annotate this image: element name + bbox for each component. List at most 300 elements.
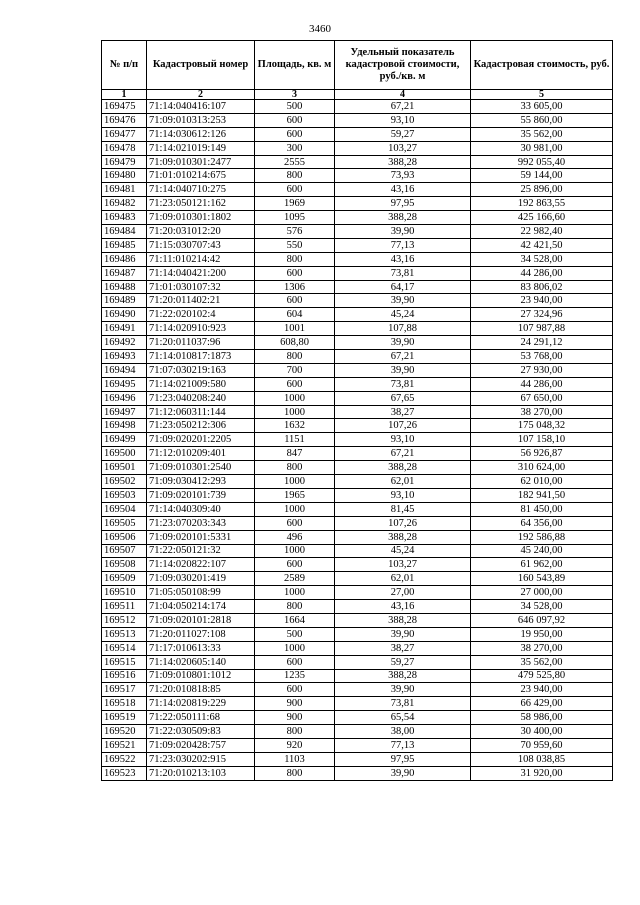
cadastral-cost: 38 270,00 (471, 641, 613, 655)
area-value: 600 (255, 266, 335, 280)
area-value: 847 (255, 447, 335, 461)
area-value: 1103 (255, 752, 335, 766)
cadastral-number: 71:09:030412:293 (147, 475, 255, 489)
area-value: 1306 (255, 280, 335, 294)
row-index: 169494 (102, 363, 147, 377)
unit-value: 39,90 (335, 766, 471, 780)
cadastral-number: 71:09:020101:739 (147, 488, 255, 502)
area-value: 1151 (255, 433, 335, 447)
table-column-numbers-row (102, 90, 613, 100)
row-index: 169514 (102, 641, 147, 655)
unit-value: 64,17 (335, 280, 471, 294)
row-index: 169493 (102, 350, 147, 364)
area-value: 900 (255, 711, 335, 725)
area-value: 1000 (255, 391, 335, 405)
row-index: 169480 (102, 169, 147, 183)
table-row (102, 725, 613, 739)
area-value: 1000 (255, 544, 335, 558)
area-value: 600 (255, 127, 335, 141)
row-index: 169498 (102, 419, 147, 433)
cadastral-cost: 108 038,85 (471, 752, 613, 766)
table-body (102, 100, 613, 781)
area-value: 1000 (255, 475, 335, 489)
table-row (102, 544, 613, 558)
row-index: 169512 (102, 613, 147, 627)
row-index: 169521 (102, 738, 147, 752)
table-row (102, 433, 613, 447)
header-cadastral-cost: Кадастровая стоимость, руб. (471, 41, 613, 90)
row-index: 169500 (102, 447, 147, 461)
area-value: 600 (255, 183, 335, 197)
cadastral-cost: 56 926,87 (471, 447, 613, 461)
column-number: 1 (102, 90, 147, 100)
cadastral-number: 71:09:010801:1012 (147, 669, 255, 683)
table-row (102, 183, 613, 197)
cadastral-cost: 107 987,88 (471, 322, 613, 336)
cadastral-number: 71:09:020428:757 (147, 738, 255, 752)
row-index: 169483 (102, 211, 147, 225)
unit-value: 67,65 (335, 391, 471, 405)
cadastral-cost: 58 986,00 (471, 711, 613, 725)
table-row (102, 669, 613, 683)
cadastral-number: 71:09:020201:2205 (147, 433, 255, 447)
table-row (102, 127, 613, 141)
table-row (102, 238, 613, 252)
table-row (102, 641, 613, 655)
unit-value: 43,16 (335, 600, 471, 614)
cadastral-number: 71:04:050214:174 (147, 600, 255, 614)
cadastral-number: 71:23:070203:343 (147, 516, 255, 530)
row-index: 169510 (102, 586, 147, 600)
table-row (102, 683, 613, 697)
cadastral-number: 71:23:050121:162 (147, 197, 255, 211)
row-index: 169486 (102, 252, 147, 266)
row-index: 169495 (102, 377, 147, 391)
table-row (102, 363, 613, 377)
unit-value: 73,81 (335, 266, 471, 280)
unit-value: 39,90 (335, 294, 471, 308)
area-value: 608,80 (255, 336, 335, 350)
cadastral-cost: 83 806,02 (471, 280, 613, 294)
table-row (102, 100, 613, 114)
table-row (102, 488, 613, 502)
table-row (102, 419, 613, 433)
row-index: 169497 (102, 405, 147, 419)
table-row (102, 752, 613, 766)
cadastral-cost: 55 860,00 (471, 113, 613, 127)
unit-value: 39,90 (335, 336, 471, 350)
cadastral-number: 71:14:021009:580 (147, 377, 255, 391)
table-row (102, 405, 613, 419)
cadastral-number: 71:11:010214:42 (147, 252, 255, 266)
unit-value: 38,27 (335, 641, 471, 655)
area-value: 1632 (255, 419, 335, 433)
unit-value: 67,21 (335, 100, 471, 114)
cadastral-number: 71:14:030612:126 (147, 127, 255, 141)
table-row (102, 530, 613, 544)
cadastral-number: 71:01:030107:32 (147, 280, 255, 294)
area-value: 700 (255, 363, 335, 377)
area-value: 600 (255, 516, 335, 530)
row-index: 169523 (102, 766, 147, 780)
header-area: Площадь, кв. м (255, 41, 335, 90)
unit-value: 65,54 (335, 711, 471, 725)
unit-value: 62,01 (335, 475, 471, 489)
cadastral-cost: 35 562,00 (471, 127, 613, 141)
row-index: 169519 (102, 711, 147, 725)
cadastral-cost: 30 981,00 (471, 141, 613, 155)
table-row (102, 586, 613, 600)
table-row (102, 266, 613, 280)
row-index: 169475 (102, 100, 147, 114)
column-number: 2 (147, 90, 255, 100)
row-index: 169476 (102, 113, 147, 127)
row-index: 169503 (102, 488, 147, 502)
cadastral-cost: 62 010,00 (471, 475, 613, 489)
cadastral-number: 71:22:020102:4 (147, 308, 255, 322)
cadastral-number: 71:22:030509:83 (147, 725, 255, 739)
cadastral-cost: 61 962,00 (471, 558, 613, 572)
row-index: 169520 (102, 725, 147, 739)
cadastral-cost: 59 144,00 (471, 169, 613, 183)
row-index: 169522 (102, 752, 147, 766)
row-index: 169507 (102, 544, 147, 558)
row-index: 169479 (102, 155, 147, 169)
area-value: 600 (255, 683, 335, 697)
table-row (102, 197, 613, 211)
row-index: 169501 (102, 461, 147, 475)
table-row (102, 252, 613, 266)
table-row (102, 738, 613, 752)
column-number: 5 (471, 90, 613, 100)
row-index: 169504 (102, 502, 147, 516)
cadastral-number: 71:22:050121:32 (147, 544, 255, 558)
unit-value: 38,00 (335, 725, 471, 739)
cadastral-cost: 175 048,32 (471, 419, 613, 433)
cadastral-number: 71:09:010301:2477 (147, 155, 255, 169)
cadastral-cost: 192 863,55 (471, 197, 613, 211)
row-index: 169491 (102, 322, 147, 336)
cadastral-cost: 35 562,00 (471, 655, 613, 669)
column-number: 3 (255, 90, 335, 100)
unit-value: 97,95 (335, 197, 471, 211)
cadastral-cost: 160 543,89 (471, 572, 613, 586)
cadastral-number: 71:09:020101:5331 (147, 530, 255, 544)
cadastral-number: 71:14:020910:923 (147, 322, 255, 336)
cadastral-cost: 310 624,00 (471, 461, 613, 475)
cadastral-cost: 33 605,00 (471, 100, 613, 114)
unit-value: 388,28 (335, 155, 471, 169)
cadastral-number: 71:15:030707:43 (147, 238, 255, 252)
cadastral-number: 71:23:030202:915 (147, 752, 255, 766)
cadastral-number: 71:09:010301:2540 (147, 461, 255, 475)
cadastral-cost: 66 429,00 (471, 697, 613, 711)
table-row (102, 572, 613, 586)
row-index: 169502 (102, 475, 147, 489)
cadastral-cost: 70 959,60 (471, 738, 613, 752)
table-row (102, 711, 613, 725)
area-value: 600 (255, 655, 335, 669)
row-index: 169513 (102, 627, 147, 641)
cadastral-cost: 19 950,00 (471, 627, 613, 641)
cadastral-number: 71:14:020822:107 (147, 558, 255, 572)
unit-value: 103,27 (335, 558, 471, 572)
unit-value: 73,93 (335, 169, 471, 183)
cadastral-cost: 44 286,00 (471, 266, 613, 280)
table-row (102, 308, 613, 322)
row-index: 169489 (102, 294, 147, 308)
cadastral-cost: 23 940,00 (471, 294, 613, 308)
row-index: 169488 (102, 280, 147, 294)
cadastral-number: 71:09:020101:2818 (147, 613, 255, 627)
unit-value: 62,01 (335, 572, 471, 586)
unit-value: 93,10 (335, 433, 471, 447)
area-value: 550 (255, 238, 335, 252)
table-row (102, 600, 613, 614)
unit-value: 107,26 (335, 516, 471, 530)
table-row (102, 211, 613, 225)
unit-value: 388,28 (335, 613, 471, 627)
cadastral-number: 71:22:050111:68 (147, 711, 255, 725)
table-row (102, 461, 613, 475)
cadastral-cost: 38 270,00 (471, 405, 613, 419)
row-index: 169515 (102, 655, 147, 669)
cadastral-number: 71:12:010209:401 (147, 447, 255, 461)
row-index: 169518 (102, 697, 147, 711)
cadastral-number: 71:14:040416:107 (147, 100, 255, 114)
table-row (102, 697, 613, 711)
area-value: 500 (255, 100, 335, 114)
area-value: 1235 (255, 669, 335, 683)
unit-value: 107,88 (335, 322, 471, 336)
area-value: 800 (255, 725, 335, 739)
cadastral-cost: 34 528,00 (471, 600, 613, 614)
table-row (102, 322, 613, 336)
row-index: 169506 (102, 530, 147, 544)
unit-value: 45,24 (335, 544, 471, 558)
area-value: 1969 (255, 197, 335, 211)
table-header-row (102, 41, 613, 90)
unit-value: 388,28 (335, 211, 471, 225)
unit-value: 388,28 (335, 461, 471, 475)
unit-value: 73,81 (335, 697, 471, 711)
area-value: 1095 (255, 211, 335, 225)
area-value: 500 (255, 627, 335, 641)
unit-value: 59,27 (335, 127, 471, 141)
unit-value: 73,81 (335, 377, 471, 391)
unit-value: 45,24 (335, 308, 471, 322)
table-row (102, 225, 613, 239)
header-cadastral-number: Кадастровый номер (147, 41, 255, 90)
area-value: 496 (255, 530, 335, 544)
row-index: 169490 (102, 308, 147, 322)
cadastral-cost: 27 930,00 (471, 363, 613, 377)
table-row (102, 475, 613, 489)
table-row (102, 350, 613, 364)
cadastral-number: 71:14:040309:40 (147, 502, 255, 516)
table-row (102, 155, 613, 169)
cadastral-number: 71:14:020819:229 (147, 697, 255, 711)
cadastral-number: 71:09:030201:419 (147, 572, 255, 586)
row-index: 169508 (102, 558, 147, 572)
cadastral-cost: 182 941,50 (471, 488, 613, 502)
cadastral-number: 71:20:011402:21 (147, 294, 255, 308)
area-value: 800 (255, 766, 335, 780)
table-row (102, 169, 613, 183)
header-unit-value: Удельный показатель кадастровой стоимости, руб./кв. м (335, 41, 471, 90)
cadastral-cost: 192 586,88 (471, 530, 613, 544)
area-value: 604 (255, 308, 335, 322)
cadastral-number: 71:01:010214:675 (147, 169, 255, 183)
row-index: 169509 (102, 572, 147, 586)
area-value: 2555 (255, 155, 335, 169)
row-index: 169505 (102, 516, 147, 530)
cadastral-number: 71:17:010613:33 (147, 641, 255, 655)
cadastral-cost: 992 055,40 (471, 155, 613, 169)
cadastral-number: 71:20:011027:108 (147, 627, 255, 641)
area-value: 800 (255, 252, 335, 266)
cadastral-cost: 23 940,00 (471, 683, 613, 697)
cadastral-number: 71:23:040208:240 (147, 391, 255, 405)
unit-value: 77,13 (335, 238, 471, 252)
table-row (102, 613, 613, 627)
table-row (102, 113, 613, 127)
unit-value: 39,90 (335, 683, 471, 697)
row-index: 169482 (102, 197, 147, 211)
row-index: 169499 (102, 433, 147, 447)
cadastral-cost: 24 291,12 (471, 336, 613, 350)
area-value: 1000 (255, 641, 335, 655)
cadastral-number: 71:14:020605:140 (147, 655, 255, 669)
cadastral-cost: 107 158,10 (471, 433, 613, 447)
area-value: 1000 (255, 405, 335, 419)
unit-value: 27,00 (335, 586, 471, 600)
table-row (102, 447, 613, 461)
area-value: 800 (255, 350, 335, 364)
row-index: 169516 (102, 669, 147, 683)
row-index: 169477 (102, 127, 147, 141)
cadastral-value-table (101, 40, 613, 781)
header-index: № п/п (102, 41, 147, 90)
table-row (102, 558, 613, 572)
cadastral-number: 71:09:010313:253 (147, 113, 255, 127)
row-index: 169484 (102, 225, 147, 239)
table-row (102, 141, 613, 155)
cadastral-number: 71:14:040421:200 (147, 266, 255, 280)
row-index: 169517 (102, 683, 147, 697)
table-row (102, 502, 613, 516)
cadastral-cost: 30 400,00 (471, 725, 613, 739)
cadastral-cost: 25 896,00 (471, 183, 613, 197)
unit-value: 59,27 (335, 655, 471, 669)
row-index: 169487 (102, 266, 147, 280)
area-value: 1001 (255, 322, 335, 336)
unit-value: 39,90 (335, 627, 471, 641)
cadastral-cost: 42 421,50 (471, 238, 613, 252)
cadastral-number: 71:20:031012:20 (147, 225, 255, 239)
row-index: 169485 (102, 238, 147, 252)
unit-value: 107,26 (335, 419, 471, 433)
cadastral-number: 71:20:011037:96 (147, 336, 255, 350)
cadastral-cost: 27 000,00 (471, 586, 613, 600)
area-value: 600 (255, 558, 335, 572)
table-row (102, 377, 613, 391)
cadastral-cost: 81 450,00 (471, 502, 613, 516)
cadastral-cost: 67 650,00 (471, 391, 613, 405)
area-value: 2589 (255, 572, 335, 586)
cadastral-number: 71:23:050212:306 (147, 419, 255, 433)
row-index: 169478 (102, 141, 147, 155)
cadastral-number: 71:14:040710:275 (147, 183, 255, 197)
unit-value: 67,21 (335, 350, 471, 364)
area-value: 920 (255, 738, 335, 752)
cadastral-cost: 646 097,92 (471, 613, 613, 627)
area-value: 600 (255, 113, 335, 127)
cadastral-number: 71:07:030219:163 (147, 363, 255, 377)
cadastral-number: 71:05:050108:99 (147, 586, 255, 600)
unit-value: 43,16 (335, 183, 471, 197)
cadastral-number: 71:09:010301:1802 (147, 211, 255, 225)
unit-value: 388,28 (335, 530, 471, 544)
area-value: 800 (255, 600, 335, 614)
row-index: 169492 (102, 336, 147, 350)
cadastral-cost: 44 286,00 (471, 377, 613, 391)
area-value: 1000 (255, 502, 335, 516)
cadastral-cost: 34 528,00 (471, 252, 613, 266)
unit-value: 81,45 (335, 502, 471, 516)
cadastral-cost: 425 166,60 (471, 211, 613, 225)
cadastral-number: 71:14:010817:1873 (147, 350, 255, 364)
area-value: 800 (255, 169, 335, 183)
cadastral-number: 71:12:060311:144 (147, 405, 255, 419)
area-value: 600 (255, 377, 335, 391)
cadastral-cost: 27 324,96 (471, 308, 613, 322)
table-row (102, 516, 613, 530)
unit-value: 103,27 (335, 141, 471, 155)
cadastral-number: 71:20:010818:85 (147, 683, 255, 697)
table-row (102, 336, 613, 350)
area-value: 576 (255, 225, 335, 239)
cadastral-cost: 64 356,00 (471, 516, 613, 530)
cadastral-cost: 53 768,00 (471, 350, 613, 364)
unit-value: 39,90 (335, 225, 471, 239)
unit-value: 39,90 (335, 363, 471, 377)
unit-value: 77,13 (335, 738, 471, 752)
column-number: 4 (335, 90, 471, 100)
cadastral-cost: 31 920,00 (471, 766, 613, 780)
unit-value: 93,10 (335, 488, 471, 502)
area-value: 800 (255, 461, 335, 475)
unit-value: 97,95 (335, 752, 471, 766)
cadastral-number: 71:14:021019:149 (147, 141, 255, 155)
table-row (102, 280, 613, 294)
row-index: 169481 (102, 183, 147, 197)
cadastral-cost: 45 240,00 (471, 544, 613, 558)
area-value: 1000 (255, 586, 335, 600)
area-value: 300 (255, 141, 335, 155)
area-value: 1965 (255, 488, 335, 502)
cadastral-cost: 22 982,40 (471, 225, 613, 239)
row-index: 169496 (102, 391, 147, 405)
cadastral-number: 71:20:010213:103 (147, 766, 255, 780)
area-value: 1664 (255, 613, 335, 627)
unit-value: 388,28 (335, 669, 471, 683)
area-value: 900 (255, 697, 335, 711)
table-row (102, 655, 613, 669)
area-value: 600 (255, 294, 335, 308)
table-row (102, 627, 613, 641)
table-row (102, 766, 613, 780)
